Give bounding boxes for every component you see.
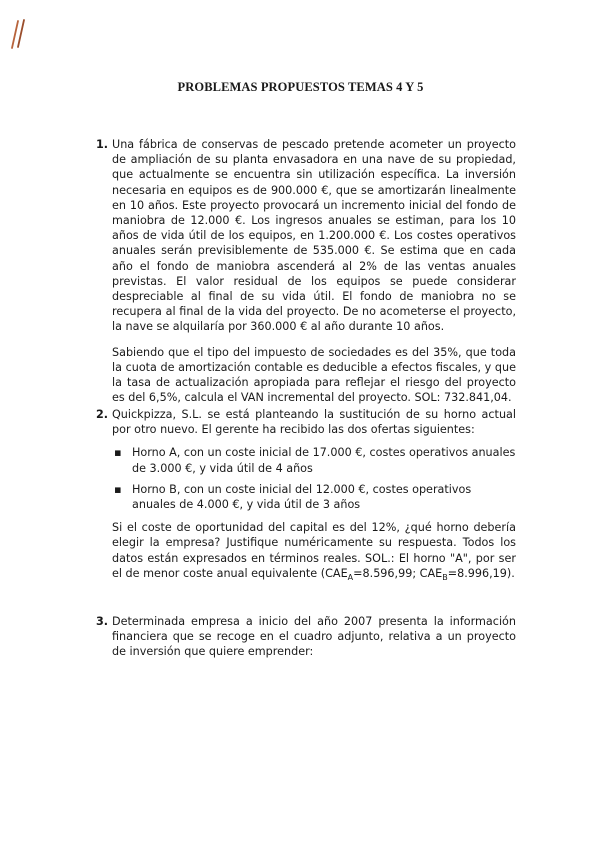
problem-number: 2.: [96, 408, 109, 421]
handwritten-slash-marks: [10, 18, 34, 52]
cae-a-label: CAE: [325, 566, 348, 580]
problem-1: [96, 137, 516, 405]
bullet-icon: ▪: [114, 446, 122, 460]
problem-3: [96, 614, 516, 660]
bullet-icon: ▪: [114, 482, 122, 496]
page-title: PROBLEMAS PROPUESTOS TEMAS 4 Y 5: [177, 80, 424, 94]
problem-number: 1.: [96, 138, 109, 151]
problem-question: [112, 520, 516, 585]
question-text: Si el coste de oportunidad del capital es del 12%, ¿qué horno debería elegir la empresa? Justifique numéricamente su respuesta. Todos los datos están expresados en términos reales. SOL.: El horno "A", por ser el de menor coste anual equivalente (: [112, 521, 516, 580]
problem-2: [96, 407, 516, 585]
problem-number: 3.: [96, 615, 109, 628]
cae-a-value: =8.596,99;: [353, 566, 420, 580]
problem-paragraph: Determinada empresa a inicio del año 2007 presenta la información financiera que se recoge en el cuadro adjunto, relativa a un proyecto de inversión que quiere emprender:: [112, 615, 516, 659]
list-item: [112, 445, 516, 475]
problem-paragraph: Una fábrica de conservas de pescado pretende acometer un proyecto de ampliación de su planta envasadora en una nave de su propiedad, que actualmente se encuentra sin utilización específica. La inversión necesaria en equipos es de 900.000 €, que se amortizarán linealmente en 10 años. Este proyecto provocará un incremento inicial del fondo de maniobra de 12.000 €. Los ingresos anuales se estiman, para los 10 años de vida útil de los equipos, en 1.200.000 €. Los costes operativos anuales serán previsiblemente de 535.000 €. Se estima que en cada año el fondo de maniobra ascenderá al 2% de las ventas anuales previstas. El valor residual de los equipos se puede considerar despreciable al final de su vida útil. El fondo de maniobra no se recupera al final de la vida del proyecto. De no acometerse el proyecto, la nave se alquilaría por 360.000 € al año durante 10 años.: [112, 138, 516, 334]
offer-text: Horno A, con un coste inicial de 17.000 €, costes operativos anuales de 3.000 €, y vida útil de 4 años: [132, 446, 516, 475]
cae-b-subscript: B: [442, 573, 448, 583]
problem-intro: Quickpizza, S.L. se está planteando la sustitución de su horno actual por otro nuevo. El gerente ha recibido las dos ofertas siguientes:: [112, 408, 516, 437]
offer-text: Horno B, con un coste inicial del 12.000 €, costes operativos anuales de 4.000 €, y vida útil de 3 años: [132, 482, 472, 512]
cae-b-value: =8.996,19).: [447, 566, 515, 580]
problem-paragraph: Sabiendo que el tipo del impuesto de sociedades es del 35%, que toda la cuota de amortización contable es deducible a efectos fiscales, y que la tasa de actualización apropiada para reflejar el riesgo del proyecto es del 6,5%, calcula el VAN incremental del proyecto. SOL: 732.841,04.: [112, 345, 516, 405]
cae-b-label: CAE: [419, 566, 443, 580]
list-item: [112, 482, 516, 512]
cae-a-subscript: A: [347, 573, 354, 583]
offers-list: [112, 445, 516, 512]
